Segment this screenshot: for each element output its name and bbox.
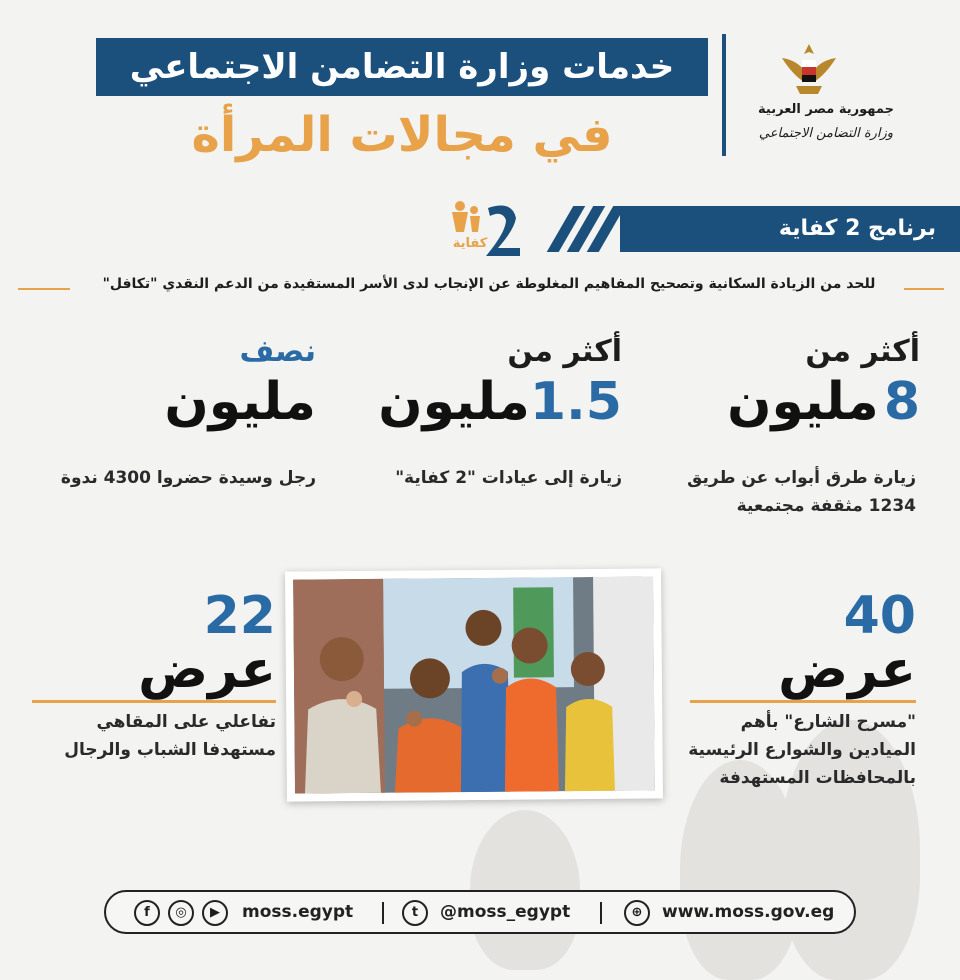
footer-divider bbox=[600, 902, 602, 924]
photo-frame bbox=[285, 568, 663, 801]
orange-rule bbox=[18, 288, 70, 290]
show-unit: عرض bbox=[138, 640, 276, 700]
program-description: للحد من الزيادة السكانية وتصحيح المفاهيم المغلوطة عن الإنجاب لدى الأسر المستفيدة من الدعم النقدي "تكافل" bbox=[102, 276, 876, 292]
ministry-name: وزارة التضامن الاجتماعي bbox=[758, 126, 894, 141]
logo-text: كفاية bbox=[452, 236, 488, 251]
show-desc: الميادين والشوارع الرئيسية bbox=[688, 740, 916, 760]
stat-lead: أكثر من bbox=[507, 334, 622, 369]
footer-bar bbox=[104, 890, 856, 934]
stat-lead: نصف bbox=[239, 334, 316, 369]
youtube-icon[interactable]: ▶ bbox=[202, 900, 228, 926]
stat-number: 1.5 bbox=[529, 372, 622, 432]
orange-rule bbox=[690, 700, 916, 703]
stat-desc: 1234 مثقفة مجتمعية bbox=[736, 496, 916, 516]
gov-name: جمهورية مصر العربية bbox=[758, 102, 894, 117]
show-desc: بالمحافظات المستهدفة bbox=[719, 768, 916, 788]
stat-desc: زيارة إلى عيادات "2 كفاية" bbox=[395, 468, 622, 488]
show-unit: عرض bbox=[778, 640, 916, 700]
stat-desc: زيارة طرق أبواب عن طريق bbox=[687, 468, 916, 488]
orange-rule bbox=[904, 288, 944, 290]
footer-divider bbox=[382, 902, 384, 924]
stat-unit: مليون bbox=[164, 372, 316, 432]
stat-unit: مليون bbox=[378, 372, 530, 432]
show-number: 40 bbox=[843, 586, 916, 646]
twitter-icon[interactable]: t bbox=[402, 900, 428, 926]
show-desc: مستهدفا الشباب والرجال bbox=[64, 740, 276, 760]
facebook-icon[interactable]: f bbox=[134, 900, 160, 926]
stat-figure bbox=[340, 372, 622, 432]
show-desc: "مسرح الشارع" بأهم bbox=[740, 712, 916, 732]
header-divider bbox=[722, 34, 726, 156]
globe-icon[interactable]: ⊕ bbox=[624, 900, 650, 926]
stat-lead: أكثر من bbox=[805, 334, 920, 369]
stat-number: 8 bbox=[883, 372, 920, 432]
footer-handle-twitter[interactable]: @moss_egypt bbox=[440, 902, 571, 922]
stat-desc: رجل وسيدة حضروا 4300 ندوة bbox=[60, 468, 316, 488]
page-title: خدمات وزارة التضامن الاجتماعي bbox=[96, 38, 708, 96]
orange-rule bbox=[32, 700, 276, 703]
program-banner: برنامج 2 كفاية bbox=[620, 206, 960, 252]
instagram-icon[interactable]: ◎ bbox=[168, 900, 194, 926]
stat-figure bbox=[40, 372, 316, 432]
page-subtitle: في مجالات المرأة bbox=[191, 107, 613, 163]
stat-figure bbox=[620, 372, 920, 432]
eagle-emblem-icon bbox=[778, 40, 840, 102]
show-number: 22 bbox=[203, 586, 276, 646]
stat-unit: مليون bbox=[727, 372, 879, 432]
children-photo bbox=[293, 576, 655, 793]
footer-website[interactable]: www.moss.gov.eg bbox=[662, 902, 835, 922]
footer-handle-facebook[interactable]: moss.egypt bbox=[242, 902, 354, 922]
show-desc: تفاعلي على المقاهي bbox=[96, 712, 276, 732]
